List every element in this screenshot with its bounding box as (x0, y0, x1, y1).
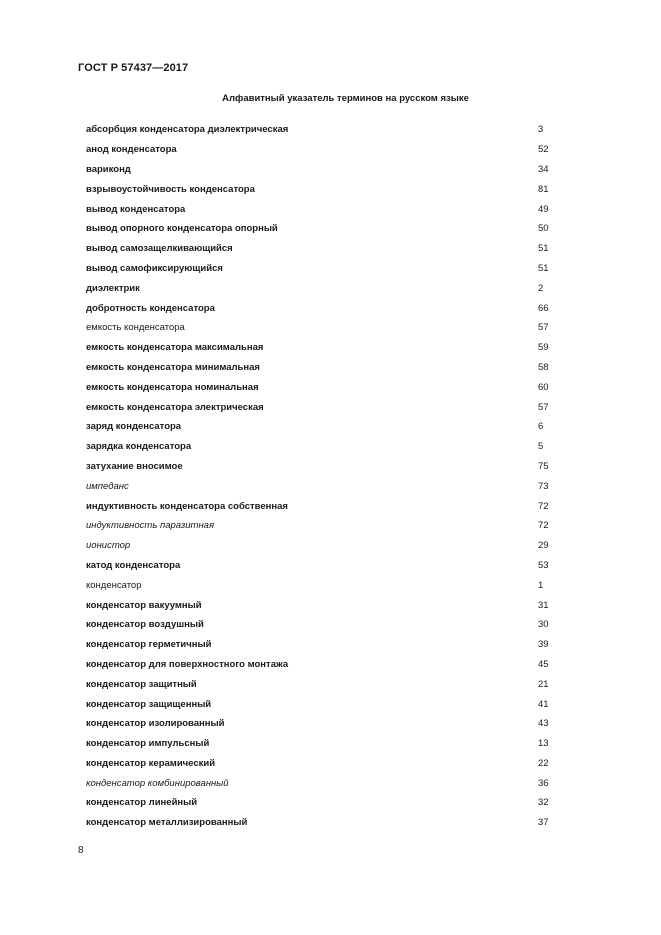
index-entry-term: конденсатор защитный (86, 678, 197, 690)
index-entry (86, 437, 558, 457)
index-entry (86, 536, 558, 556)
index-entry-number: 45 (538, 658, 549, 670)
index-entry-term: индуктивность паразитная (86, 520, 215, 532)
index-entry-number: 43 (538, 718, 549, 730)
index-entry (86, 259, 558, 279)
index-entry (86, 694, 558, 714)
index-entry-term: импеданс (86, 480, 129, 492)
index-entry-number: 51 (538, 243, 549, 255)
index-entry-number: 57 (538, 401, 549, 413)
index-entry (86, 754, 558, 774)
index-entry-number: 41 (538, 698, 549, 710)
index-entry-number: 81 (538, 183, 549, 195)
index-entry-term: конденсатор герметичный (86, 639, 212, 651)
document-header: ГОСТ Р 57437—2017 (78, 62, 189, 74)
index-entry-number: 6 (538, 421, 544, 433)
index-entry (86, 556, 558, 576)
index-entry (86, 793, 558, 813)
index-entry-term: катод конденсатора (86, 559, 181, 571)
index-entry-term: заряд конденсатора (86, 421, 182, 433)
index-entry (86, 338, 558, 358)
index-entry-number: 73 (538, 480, 549, 492)
index-entry-term: емкость конденсатора максимальная (86, 342, 264, 354)
index-entry-number: 3 (538, 124, 544, 136)
index-entry-term: абсорбция конденсатора диэлектрическая (86, 124, 289, 136)
index-entry-term: конденсатор изолированный (86, 718, 225, 730)
index-entry-number: 52 (538, 144, 549, 156)
index-entry (86, 635, 558, 655)
index-title: Алфавитный указатель терминов на русском языке (222, 93, 469, 104)
index-entry-number: 60 (538, 381, 549, 393)
index-entry-number: 30 (538, 619, 549, 631)
index-entry (86, 239, 558, 259)
index-entry-number: 50 (538, 223, 549, 235)
index-entry-number: 36 (538, 777, 549, 789)
index-entry-number: 49 (538, 203, 549, 215)
index-entry-term: конденсатор комбинированный (86, 777, 229, 789)
index-entry-number: 57 (538, 322, 549, 334)
index-entry (86, 575, 558, 595)
index-entry-term: емкость конденсатора электрическая (86, 401, 264, 413)
index-entry (86, 476, 558, 496)
index-entry (86, 219, 558, 239)
index-entry-number: 66 (538, 302, 549, 314)
index-entry-number: 5 (538, 441, 544, 453)
index-entry (86, 734, 558, 754)
index-entry (86, 377, 558, 397)
index-entry (86, 813, 558, 833)
index-entry-term: индуктивность конденсатора собственная (86, 500, 288, 512)
index-entry-number: 32 (538, 797, 549, 809)
index-entry-term: вывод самозащелкивающийся (86, 243, 233, 255)
index-entry-term: конденсатор линейный (86, 797, 198, 809)
index-entry-term: ионистор (86, 540, 131, 552)
index-entry-number: 13 (538, 738, 549, 750)
index-entry-number: 34 (538, 163, 549, 175)
index-entry-term: конденсатор (86, 579, 142, 591)
index-entry-term: конденсатор импульсный (86, 738, 210, 750)
index-entry-term: емкость конденсатора номинальная (86, 381, 259, 393)
index-entry (86, 298, 558, 318)
index-entry (86, 140, 558, 160)
index-entry-term: зарядка конденсатора (86, 441, 192, 453)
index-entry (86, 120, 558, 140)
index-entry (86, 773, 558, 793)
index-entry-number: 22 (538, 757, 549, 769)
index-entry (86, 358, 558, 378)
index-entry (86, 318, 558, 338)
index-entry-number: 72 (538, 500, 549, 512)
index-entry (86, 516, 558, 536)
index-entry (86, 417, 558, 437)
index-entry (86, 674, 558, 694)
index-entry-term: емкость конденсатора минимальная (86, 361, 260, 373)
index-entry-number: 2 (538, 282, 544, 294)
index-entry-number: 1 (538, 579, 544, 591)
index-entry-term: диэлектрик (86, 282, 140, 294)
index-entry-number: 21 (538, 678, 549, 690)
index-entry (86, 496, 558, 516)
index-entry-number: 29 (538, 540, 549, 552)
index-entry (86, 595, 558, 615)
index-entry-number: 72 (538, 520, 549, 532)
index-entry (86, 278, 558, 298)
index-entry-number: 59 (538, 342, 549, 354)
index-entry-term: конденсатор воздушный (86, 619, 204, 631)
index-entry-number: 39 (538, 639, 549, 651)
index-entry-term: взрывоустойчивость конденсатора (86, 183, 255, 195)
index-entry (86, 615, 558, 635)
index-entry-term: анод конденсатора (86, 144, 177, 156)
index-entry-term: добротность конденсатора (86, 302, 215, 314)
index-entry-term: конденсатор керамический (86, 757, 216, 769)
term-index-list (86, 120, 558, 833)
index-entry-term: затухание вносимое (86, 460, 183, 472)
index-entry-term: вывод опорного конденсатора опорный (86, 223, 278, 235)
index-entry (86, 714, 558, 734)
index-entry-number: 53 (538, 559, 549, 571)
index-entry-term: конденсатор защищенный (86, 698, 212, 710)
index-entry-term: емкость конденсатора (86, 322, 185, 334)
index-entry (86, 199, 558, 219)
index-entry-term: вывод конденсатора (86, 203, 186, 215)
index-entry (86, 397, 558, 417)
index-entry (86, 160, 558, 180)
index-entry-term: конденсатор вакуумный (86, 599, 202, 611)
index-entry-number: 31 (538, 599, 549, 611)
page-number: 8 (78, 845, 84, 856)
index-entry-term: конденсатор металлизированный (86, 817, 248, 829)
index-entry-number: 37 (538, 817, 549, 829)
index-entry-term: вариконд (86, 163, 131, 175)
index-entry (86, 655, 558, 675)
index-entry-term: вывод самофиксирующийся (86, 262, 223, 274)
index-entry-term: конденсатор для поверхностного монтажа (86, 658, 289, 670)
index-entry-number: 51 (538, 262, 549, 274)
index-entry (86, 179, 558, 199)
index-entry (86, 457, 558, 477)
index-entry-number: 75 (538, 460, 549, 472)
index-entry-number: 58 (538, 361, 549, 373)
